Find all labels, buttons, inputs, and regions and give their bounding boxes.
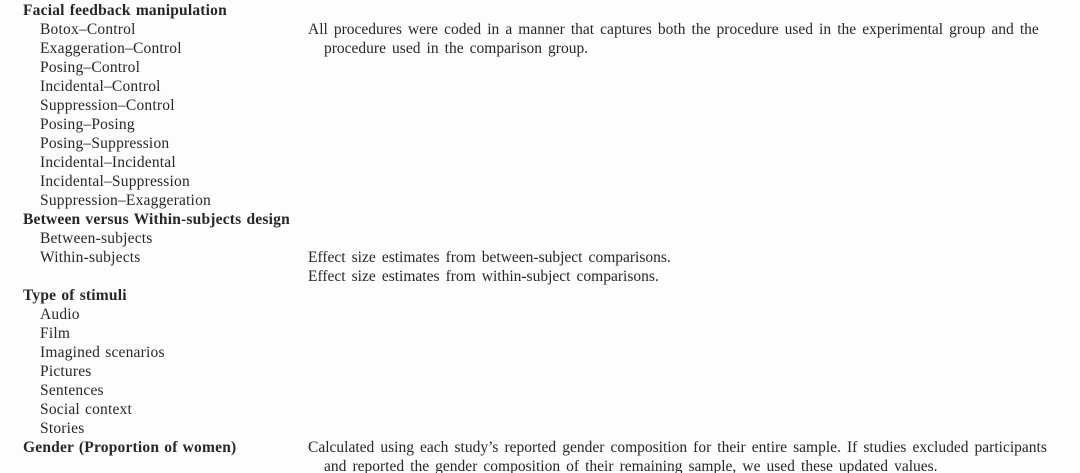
moderator-item: Exaggeration–Control bbox=[40, 40, 182, 57]
moderator-item: Posing–Posing bbox=[40, 116, 135, 133]
moderator-item: Film bbox=[40, 325, 71, 342]
moderator-section bbox=[23, 286, 1080, 438]
moderator-left-column bbox=[23, 286, 308, 438]
moderator-item: Within-subjects bbox=[40, 249, 141, 266]
moderator-item: Incidental–Control bbox=[40, 78, 161, 95]
moderator-header: Facial feedback manipulation bbox=[23, 2, 227, 19]
moderator-item: Pictures bbox=[40, 363, 92, 380]
moderator-item: Sentences bbox=[40, 382, 104, 399]
moderator-section bbox=[23, 1, 1080, 210]
moderator-item: Imagined scenarios bbox=[40, 344, 165, 361]
moderator-description-column bbox=[308, 1, 1080, 58]
moderator-left-column bbox=[23, 1, 308, 210]
moderator-header: Gender (Proportion of women) bbox=[23, 439, 237, 456]
moderator-description: Effect size estimates from within-subject comparisons. bbox=[308, 268, 659, 285]
moderator-item: Social context bbox=[40, 401, 133, 418]
moderator-description-column bbox=[308, 438, 1080, 473]
moderator-description: All procedures were coded in a manner that captures both the procedure used in the experimental group and the procedure used in the comparison group. bbox=[308, 21, 1039, 57]
moderator-header: Between versus Within-subjects design bbox=[23, 211, 290, 228]
moderator-item: Between-subjects bbox=[40, 230, 153, 247]
moderator-item: Incidental–Suppression bbox=[40, 173, 190, 190]
moderator-section bbox=[23, 438, 1080, 473]
moderator-description: Effect size estimates from between-subject comparisons. bbox=[308, 249, 671, 266]
moderator-item: Posing–Control bbox=[40, 59, 141, 76]
moderator-left-column bbox=[23, 438, 308, 457]
moderator-description-column bbox=[308, 210, 1080, 286]
moderator-table bbox=[23, 1, 1080, 473]
moderator-item: Posing–Suppression bbox=[40, 135, 170, 152]
moderator-item: Suppression–Exaggeration bbox=[40, 192, 211, 209]
moderator-item: Incidental–Incidental bbox=[40, 154, 176, 171]
moderator-item: Stories bbox=[40, 420, 85, 437]
moderator-left-column bbox=[23, 210, 308, 267]
moderator-description: Calculated using each study’s reported gender composition for their entire sample. If studies excluded participants and reported the gender composition of their remaining sample, we used these updated values. bbox=[308, 439, 1047, 473]
moderator-item: Suppression–Control bbox=[40, 97, 175, 114]
moderator-header: Type of stimuli bbox=[23, 287, 127, 304]
moderator-item: Audio bbox=[40, 306, 80, 323]
moderator-section bbox=[23, 210, 1080, 286]
moderator-item: Botox–Control bbox=[40, 21, 136, 38]
